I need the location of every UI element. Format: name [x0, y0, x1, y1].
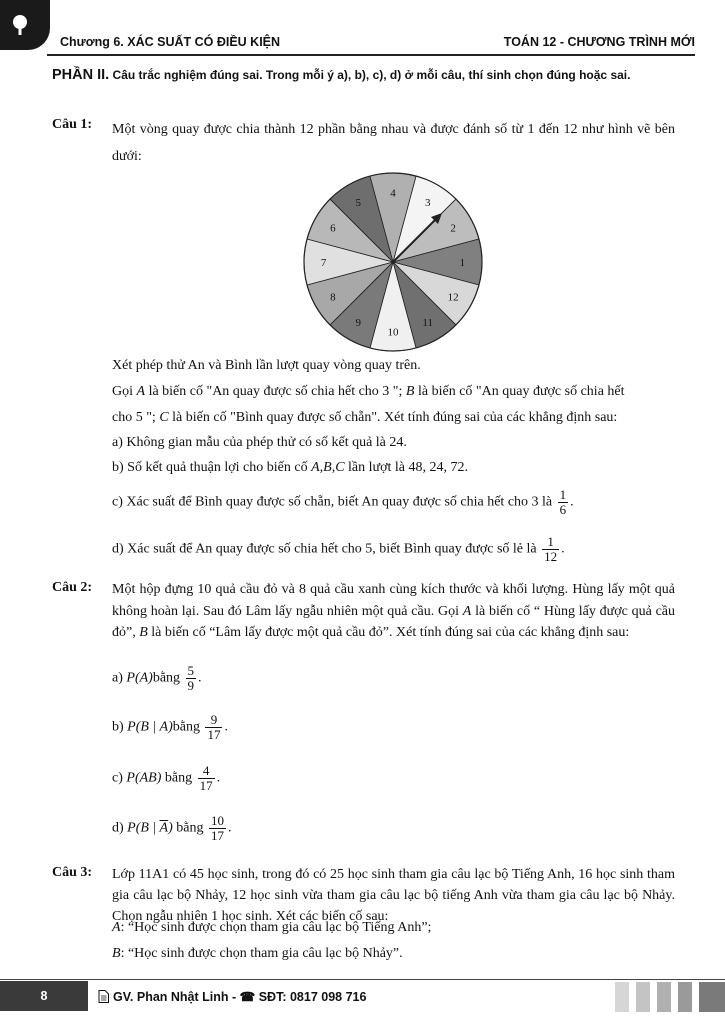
d-fraction	[542, 535, 559, 564]
expr: P(A)	[126, 670, 153, 686]
q2-statement-b	[112, 713, 228, 742]
wheel-number: 6	[330, 222, 336, 235]
event-text: : “Học sinh được chọn tham gia câu lạc bộ Nhảy”.	[120, 946, 403, 961]
part-title: PHẦN II.	[52, 67, 110, 83]
wheel-number: 9	[355, 317, 362, 330]
denominator: 17	[211, 828, 224, 843]
numerator: 4	[202, 763, 210, 778]
label: c)	[112, 770, 123, 786]
footer-deco-bar	[657, 982, 671, 1012]
intro-text: Một hộp đựng 10 quả cầu đỏ và 8 quả cầu xanh cùng kích thước và khối lượng. Hùng lấy một quả không hoàn lại. Sau đó Lâm lấy ngẫu nhiên một quả cầu. Gọi	[112, 582, 675, 619]
footer-deco-bar	[678, 982, 692, 1012]
page-number: 8	[0, 981, 88, 1011]
numerator: 5	[187, 663, 195, 678]
numerator: 9	[210, 712, 218, 727]
question-1-label: Câu 1:	[52, 117, 93, 132]
phone-icon: ☎	[239, 990, 256, 1004]
footer-deco-bar	[636, 982, 650, 1012]
expr-complement: $\overline{A}$	[159, 820, 169, 836]
denominator: 17	[207, 727, 221, 742]
author-name: GV. Phan Nhật Linh -	[113, 990, 237, 1004]
label: a)	[112, 670, 123, 686]
wheel-number: 2	[450, 222, 456, 235]
spinning-wheel	[300, 169, 486, 355]
chapter-title: Chương 6. XÁC SUẤT CÓ ĐIỀU KIỆN	[60, 35, 281, 49]
q2-statement-d	[112, 814, 232, 843]
question-1-def-line2	[112, 410, 617, 426]
q3-event-a	[112, 920, 431, 936]
var-b: B	[405, 384, 415, 399]
q2-statement-a	[112, 664, 202, 693]
intro-text: là biến cố “Lâm lấy được một quả cầu đỏ”. Xét tính đúng sai của các khẳng định sau:	[151, 625, 630, 640]
question-2-intro	[112, 579, 675, 644]
numerator: 1	[559, 487, 567, 502]
question-1-intro: Một vòng quay được chia thành 12 phần bằng nhau và được đánh số từ 1 đến 12 như hình vẽ bên dưới:	[112, 122, 675, 164]
expr-part: P(B |	[127, 820, 160, 836]
part-heading	[52, 66, 678, 85]
label: d)	[112, 820, 124, 836]
def-text: là biến cố "Bình quay được số chẵn". Xét tính đúng sai của các khẳng định sau:	[172, 410, 618, 425]
denominator: 17	[199, 778, 213, 793]
word: bằng	[172, 719, 200, 735]
b-text: lần lượt là	[348, 460, 406, 475]
dot: .	[570, 494, 574, 510]
footer-info	[98, 989, 366, 1004]
dot: .	[228, 820, 232, 836]
d-text: d) Xác suất để An quay được số chia hết cho 5, biết Bình quay được số lẻ là	[112, 541, 537, 557]
q3-event-b	[112, 946, 403, 962]
a-fraction	[186, 664, 197, 693]
numerator: 10	[211, 813, 224, 828]
question-3-label: Câu 3:	[52, 865, 93, 880]
part-instructions: Câu trắc nghiệm đúng sai. Trong mỗi ý a), b), c), d) ở mỗi câu, thí sinh chọn đúng hoặc sai.	[112, 68, 631, 82]
footer-deco-bar	[699, 982, 725, 1012]
q1-statement-b	[112, 460, 468, 476]
denominator: 6	[559, 502, 567, 517]
label: b)	[112, 719, 124, 735]
subject-title: TOÁN 12 - CHƯƠNG TRÌNH MỚI	[503, 35, 695, 49]
expr	[127, 821, 173, 836]
q1-statement-d	[112, 535, 565, 564]
header-divider	[47, 54, 695, 56]
word: bằng	[152, 670, 181, 686]
var-c: C	[159, 410, 169, 425]
d-fraction	[209, 814, 226, 843]
denominator: 12	[544, 549, 558, 564]
c-fraction	[558, 488, 569, 517]
var-a: A	[136, 384, 146, 399]
denominator: 9	[187, 678, 195, 693]
wheel-number: 8	[330, 291, 336, 304]
numerator: 1	[547, 534, 554, 549]
c-text: c) Xác suất để Bình quay được số chẵn, biết An quay được số chia hết cho 3 là	[112, 494, 553, 510]
wheel-number: 3	[424, 196, 431, 209]
expr: P(B | A)	[127, 719, 173, 735]
b-fraction	[205, 713, 222, 742]
var-b: B	[139, 625, 148, 640]
q2-statement-c	[112, 764, 220, 793]
def-text: là biến cố "An quay được số chia hết cho 3 ";	[148, 384, 403, 399]
wheel-number: 11	[422, 317, 434, 330]
expr: P(AB)	[126, 770, 162, 786]
c-fraction	[198, 764, 215, 793]
dot: .	[224, 719, 228, 735]
dot: .	[561, 541, 565, 557]
b-values: 48, 24, 72	[408, 460, 465, 475]
footer-divider	[0, 979, 725, 980]
def-text: cho 5 ";	[112, 410, 156, 425]
var-a: A	[112, 920, 121, 935]
wheel-number: 1	[459, 257, 466, 269]
b-text: b) Số kết quả thuận lợi cho biến cố	[112, 460, 308, 475]
event-text: : “Học sinh được chọn tham gia câu lạc bộ Tiếng Anh”;	[120, 920, 432, 935]
document-icon	[98, 990, 109, 1003]
wheel-number: 5	[355, 196, 362, 209]
phone-number: SĐT: 0817 098 716	[258, 990, 367, 1004]
def-text: Gọi	[112, 384, 133, 399]
q1-statement-c	[112, 488, 574, 517]
word: bằng	[164, 770, 193, 786]
question-3-intro: Lớp 11A1 có 45 học sinh, trong đó có 25 học sinh tham gia câu lạc bộ Tiếng Anh, 16 học sinh tham gia câu lạc bộ Nhảy, 12 học sinh vừa tham gia câu lạc bộ tiếng Anh vừa tham gia câu lạc bộ Nhảy. Chọn ngẫu nhiên 1 học sinh. Xét các biến cố sau:	[112, 867, 675, 924]
dot: .	[198, 670, 202, 686]
footer-deco-bar	[615, 982, 629, 1012]
wheel-number: 4	[390, 187, 396, 200]
def-text: là biến cố "An quay được số chia hết	[417, 384, 625, 399]
word: bằng	[176, 820, 204, 836]
b-vars: A,B,C	[311, 460, 345, 475]
var-b: B	[112, 946, 121, 961]
wheel-number: 12	[447, 291, 459, 304]
question-1-def-line1	[112, 384, 625, 400]
question-1-setup: Xét phép thử An và Bình lần lượt quay vòng quay trên.	[112, 358, 421, 373]
wheel-number: 7	[320, 257, 327, 269]
q1-statement-a: a) Không gian mẫu của phép thử có số kết quả là 24.	[112, 435, 407, 450]
intro-text: là biến cố “ Hùng lấy được quả cầu đỏ”,	[112, 603, 676, 640]
expr-part: )	[168, 820, 173, 836]
b-dot: .	[464, 460, 469, 475]
var-a: A	[462, 603, 472, 619]
question-2-label: Câu 2:	[52, 580, 93, 595]
chapter-logo-icon	[0, 0, 50, 50]
wheel-number: 10	[387, 326, 399, 339]
dot: .	[216, 770, 221, 786]
